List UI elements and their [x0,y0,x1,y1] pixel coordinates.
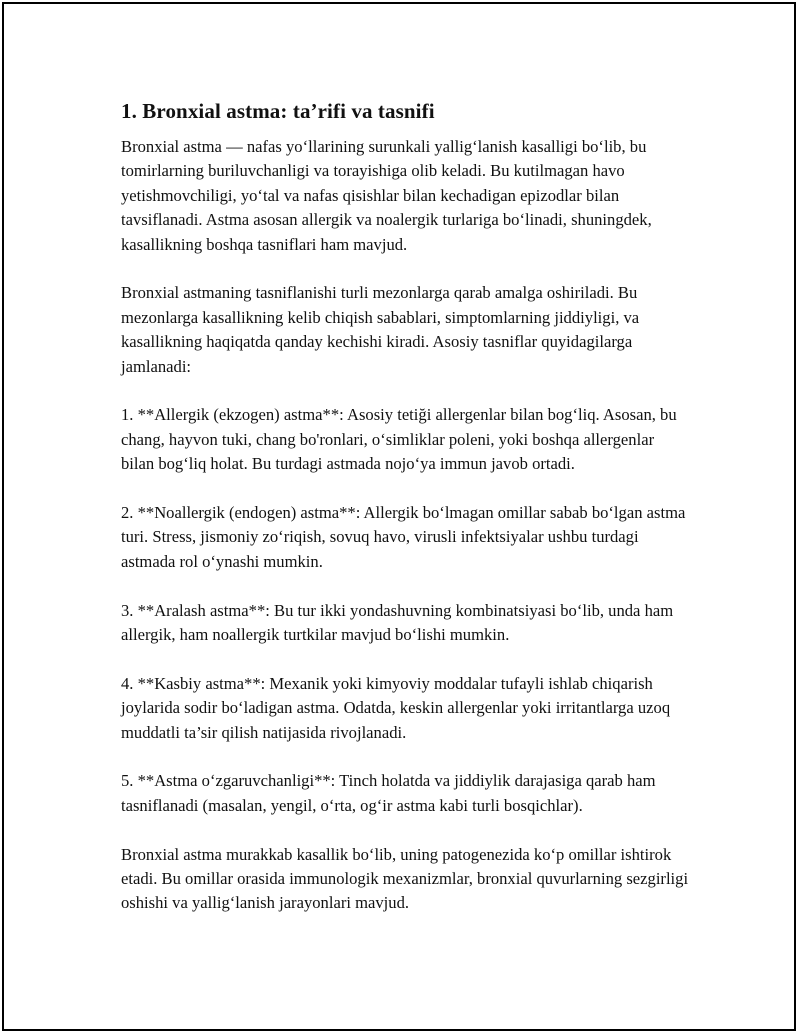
list-item-nonallergic-asthma: 2. **Noallergik (endogen) astma**: Allergik bo‘lmagan omillar sabab bo‘lgan astma turi. Stress, jismoniy zo‘riqish, sovuq havo, virusli infektsiyalar ushbu turdagi astmada rol o‘ynashi mumkin. [121,503,686,571]
list-item-allergic-asthma: 1. **Allergik (ekzogen) astma**: Asosiy tetiği allergenlar bilan bog‘liq. Asosan, bu chang, hayvon tuki, chang bo'ronlari, o‘simliklar poleni, yoki boshqa allergenlar bilan bog‘liq holat. Bu turdagi astmada nojo‘ya immun javob ortadi. [121,405,677,474]
list-item-occupational-asthma: 4. **Kasbiy astma**: Mexanik yoki kimyoviy moddalar tufayli ishlab chiqarish joylarida sodir bo‘ladigan astma. Odatda, keskin allergenlar yoki irritantlarga uzoq muddatli ta’sir qilish natijasida rivojlanadi. [121,673,671,742]
list-item-mixed-asthma: 3. **Aralash astma**: Bu tur ikki yondashuvning kombinatsiyasi bo‘lib, unda ham allergik, ham noallergik turtkilar mavjud bo‘lishi mumkin. [121,600,674,645]
paragraph-classification-intro: Bronxial astmaning tasniflanishi turli mezonlarga qarab amalga oshiriladi. Bu mezonlarga kasallikning kelib chiqish sabablari, simptomlarning jiddiyligi, va kasallikning haqiqatda qanday kechishi kiradi. Asosiy tasniflar quyidagilarga jamlanadi: [121,283,640,376]
paragraph-definition: Bronxial astma — nafas yo‘llarining surunkali yallig‘lanish kasalligi bo‘lib, bu tomirlarning buriluvchanligi va torayishiga olib keladi. Bu kutilmagan havo yetishmovchiligi, yo‘tal va nafas qisishlar bilan kechadigan epizodlar bilan tavsiflanadi. Astma asosan allergik va noalergik turlariga bo‘linadi, shuningdek, kasallikning boshqa tasniflari ham mavjud. [121,137,652,254]
paragraph-conclusion: Bronxial astma murakkab kasallik bo‘lib, uning patogenezida ko‘p omillar ishtirok etadi. Bu omillar orasida immunologik mexanizmlar, bronxial quvurlarning sezgirligi oshishi va yallig‘lanish jarayonlari mavjud. [121,844,689,913]
document-page [2,2,796,1031]
document-body [121,98,691,940]
list-item-asthma-variability: 5. **Astma o‘zgaruvchanligi**: Tinch holatda va jiddiylik darajasiga qarab ham tasniflanadi (masalan, yengil, o‘rta, og‘ir astma kabi turli bosqichlar). [121,771,656,815]
document-title: 1. Bronxial astma: ta’rifi va tasnifi [121,99,435,123]
